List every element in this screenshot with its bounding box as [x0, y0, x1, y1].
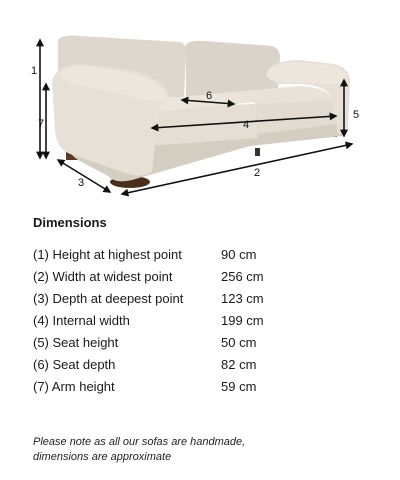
dimension-label: (1) Height at highest point: [33, 246, 182, 262]
handmade-note: [33, 435, 373, 465]
sofa-dimension-diagram: [0, 0, 400, 200]
note-line-1: Please note as all our sofas are handmade,: [33, 436, 246, 448]
dimension-row: [33, 309, 333, 331]
dimension-value: 256 cm: [221, 268, 264, 284]
dimension-row: [33, 375, 333, 397]
dimension-label: (5) Seat height: [33, 334, 119, 350]
dimension-row: [33, 331, 333, 353]
dimension-value: 90 cm: [221, 246, 257, 262]
sofa-illustration: [52, 36, 350, 189]
dimension-row: [33, 243, 333, 265]
dimension-row: [33, 353, 333, 375]
dimension-value: 123 cm: [221, 290, 264, 306]
label-arm-height: 7: [38, 118, 45, 130]
dimension-value: 199 cm: [221, 312, 264, 328]
dimension-value: 50 cm: [221, 334, 257, 350]
label-width-total: 2: [254, 167, 261, 179]
label-depth-total: 3: [78, 177, 85, 189]
dimension-value: 82 cm: [221, 356, 257, 372]
label-internal-width: 4: [243, 119, 250, 131]
label-seat-depth: 6: [206, 90, 213, 102]
dimension-row: [33, 287, 333, 309]
dimension-value: 59 cm: [221, 378, 257, 394]
dimension-label: (6) Seat depth: [33, 356, 116, 372]
dimension-label: (2) Width at widest point: [33, 268, 173, 284]
dimensions-table: [33, 243, 333, 397]
dimension-label: (7) Arm height: [33, 378, 115, 394]
dimensions-heading: Dimensions: [33, 215, 107, 230]
dimension-row: [33, 265, 333, 287]
label-height-total: 1: [31, 65, 38, 77]
dimension-label: (4) Internal width: [33, 312, 130, 328]
label-seat-height: 5: [353, 109, 360, 121]
note-line-2: dimensions are approximate: [33, 451, 172, 463]
dimension-label: (3) Depth at deepest point: [33, 290, 184, 306]
